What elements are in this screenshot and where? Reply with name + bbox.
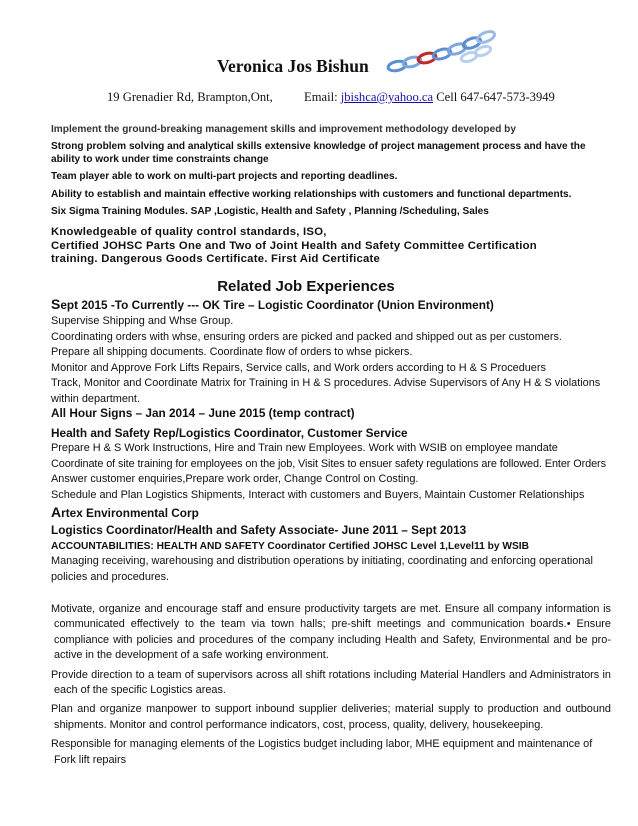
summary-item: Strong problem solving and analytical skills extensive knowledge of project management process and have the ability to work under time constraints change — [51, 141, 586, 165]
contact-line — [107, 90, 627, 105]
email-label: Email: — [304, 90, 338, 104]
job-line: Schedule and Plan Logistics Shipments, Interact with customers and Buyers, Maintain Customer Relationships — [51, 488, 585, 501]
certifications — [51, 226, 611, 267]
summary-item: Ability to establish and maintain effective working relationships with customers and functional departments. — [51, 188, 572, 200]
job-line: Prepare all shipping documents. Coordinate flow of orders to whse pickers. — [51, 346, 413, 359]
summary-list — [51, 124, 611, 223]
chain-logo-icon — [385, 26, 503, 74]
job-line: Answer customer enquiries,Prepare work order, Change Control on Costing. — [51, 473, 419, 486]
job-line: Prepare H & S Work Instructions, Hire and Train new Employees. Work with WSIB on employee mandate — [51, 442, 558, 454]
job-line: Monitor and Approve Fork Lifts Repairs, Service calls, and Work orders according to H & S Proceduers — [51, 361, 546, 374]
job-paragraph: Responsible for managing elements of the Logistics budget including labor, MHE equipment and maintenance of Fork lift repairs — [51, 738, 593, 766]
summary-item: Six Sigma Training Modules. SAP ,Logistic, Health and Safety , Planning /Scheduling, Sales — [51, 206, 489, 218]
job-ok-tire — [51, 297, 611, 408]
job-heading-text: ept 2015 -To Currently --- OK Tire – Logistic Coordinator (Union Environment) — [60, 298, 494, 312]
job-artex — [51, 505, 611, 585]
section-title: Related Job Experiences — [217, 278, 395, 295]
company-name: rtex Environmental Corp — [61, 506, 199, 520]
summary-item: Team player able to work on multi-part projects and reporting deadlines. — [51, 171, 398, 183]
job-role: Health and Safety Rep/Logistics Coordinator, Customer Service — [51, 426, 408, 440]
company-heading — [51, 505, 611, 521]
artex-paragraphs — [51, 602, 611, 772]
job-heading — [51, 297, 611, 313]
job-all-hour-signs — [51, 406, 611, 503]
job-line: Track, Monitor and Coordinate Matrix for Training in H & S procedures. Advise Supervisors of Any H & S violations within department. — [51, 377, 601, 405]
certification-line: Knowledgeable of quality control standards, ISO, — [51, 226, 327, 238]
job-line: Coordinate of site training for employees on the job, Visit Sites to ensuer safety regulations are followed. Enter Orders — [51, 457, 606, 470]
certification-line: Certified JOHSC Parts One and Two of Joint Health and Safety Committee Certification — [51, 239, 537, 252]
address: 19 Grenadier Rd, Brampton,Ont, — [107, 90, 273, 104]
job-heading: All Hour Signs – Jan 2014 – June 2015 (temp contract) — [51, 406, 355, 420]
summary-item: Implement the ground-breaking management skills and improvement methodology developed by — [51, 124, 516, 135]
job-line: Coordinating orders with whse, ensuring orders are picked and packed and shipped out as per customers. — [51, 330, 562, 343]
job-paragraph: Provide direction to a team of supervisors across all shift rotations including Material Handlers and Administrators in each of the specific Logistics areas. — [51, 668, 611, 697]
certification-line: training. Dangerous Goods Certificate. First Aid Certificate — [51, 253, 381, 266]
job-role: Logistics Coordinator/Health and Safety Associate- June 2011 – Sept 2013 — [51, 523, 467, 537]
job-paragraph: Motivate, organize and encourage staff and ensure productivity targets are met. Ensure all company information is communicated effectively to the team via town halls; pre-shift meetings and communication boards.• Ensure compliance with policies and procedures of the company including Health and Safety, Environmental and be pro-active in the development of a safe working environment. — [51, 603, 611, 662]
job-intro: Managing receiving, warehousing and distribution operations by initiating, coordinating and enforcing operational policies and procedures. — [51, 555, 593, 583]
job-paragraph: Plan and organize manpower to support inbound supplier deliveries; material supply to production and outbound shipments. Monitor and control performance indicators, cost, process, quality, delivery, housekeeping. — [51, 703, 611, 731]
email-link[interactable]: jbishca@yahoo.ca — [340, 90, 434, 104]
accountabilities: ACCOUNTABILITIES: HEALTH AND SAFETY Coordinator Certified JOHSC Level 1,Level11 by WSIB — [51, 541, 529, 552]
job-line: Supervise Shipping and Whse Group. — [51, 315, 234, 327]
cell-phone: Cell 647-647-573-3949 — [436, 90, 555, 104]
company-initial: A — [51, 504, 62, 520]
applicant-name: Veronica Jos Bishun — [217, 56, 369, 76]
job-heading-initial: S — [51, 296, 61, 312]
